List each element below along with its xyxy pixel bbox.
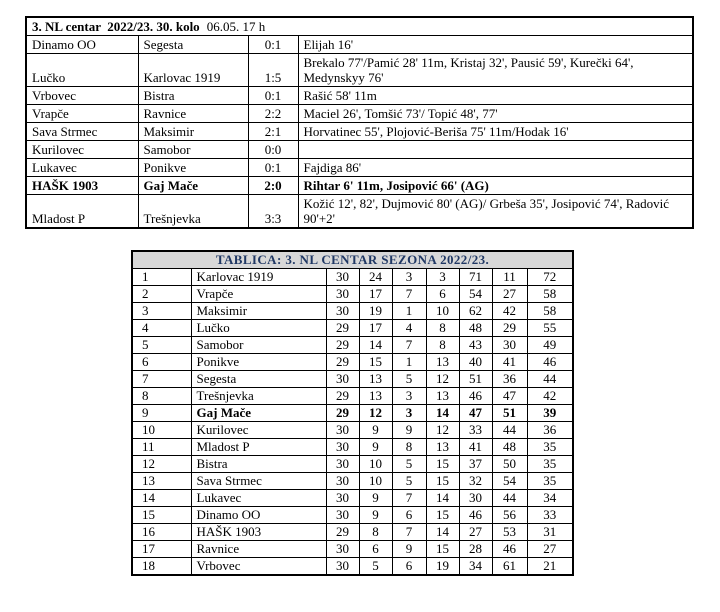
standings-row-l: 13 xyxy=(426,388,459,405)
match-row-scorers xyxy=(298,141,693,159)
standings-row-w: 9 xyxy=(359,507,392,524)
standings-row-gf: 28 xyxy=(459,541,492,558)
standings-row-w: 24 xyxy=(359,269,392,286)
standings-row-d: 5 xyxy=(392,473,426,490)
standings-row-d: 7 xyxy=(392,490,426,507)
match-row-away: Karlovac 1919 xyxy=(138,54,248,87)
standings-row-l: 10 xyxy=(426,303,459,320)
match-row xyxy=(26,105,693,123)
standings-row-pts: 46 xyxy=(527,354,573,371)
standings-row-d: 9 xyxy=(392,541,426,558)
standings-row-d: 3 xyxy=(392,269,426,286)
match-row-score: 2:2 xyxy=(248,105,298,123)
match-row-scorers: Kožić 12', 82', Dujmović 80' (AG)/ Grbeša 35', Josipović 74', Radović 90'+2' xyxy=(298,195,693,229)
standings-row-d: 5 xyxy=(392,456,426,473)
standings-row xyxy=(132,541,573,558)
standings-row-p: 30 xyxy=(326,490,359,507)
round-datetime: 06.05. 17 h xyxy=(206,19,266,34)
standings-row-gf: 40 xyxy=(459,354,492,371)
standings-row-w: 19 xyxy=(359,303,392,320)
standings-row-pos: 4 xyxy=(132,320,191,337)
match-row xyxy=(26,159,693,177)
standings-row-d: 8 xyxy=(392,439,426,456)
standings-row-ga: 51 xyxy=(492,405,527,422)
standings-row-gf: 47 xyxy=(459,405,492,422)
standings-row-team: Lučko xyxy=(191,320,326,337)
standings-row-team: Samobor xyxy=(191,337,326,354)
standings-row-team: Bistra xyxy=(191,456,326,473)
standings-row-team: Trešnjevka xyxy=(191,388,326,405)
standings-row xyxy=(132,371,573,388)
standings-row-ga: 29 xyxy=(492,320,527,337)
standings-row-pts: 27 xyxy=(527,541,573,558)
standings-row-pos: 17 xyxy=(132,541,191,558)
standings-row-pos: 16 xyxy=(132,524,191,541)
standings-row-d: 3 xyxy=(392,388,426,405)
standings-table xyxy=(131,250,574,576)
standings-row-gf: 71 xyxy=(459,269,492,286)
standings-row xyxy=(132,473,573,490)
standings-row-gf: 41 xyxy=(459,439,492,456)
standings-row-p: 30 xyxy=(326,473,359,490)
match-row-score: 1:5 xyxy=(248,54,298,87)
standings-row-team: Karlovac 1919 xyxy=(191,269,326,286)
match-row-home: Dinamo OO xyxy=(26,36,138,54)
standings-row-gf: 33 xyxy=(459,422,492,439)
standings-row-p: 30 xyxy=(326,507,359,524)
standings-row xyxy=(132,320,573,337)
match-row-away: Gaj Mače xyxy=(138,177,248,195)
standings-row xyxy=(132,405,573,422)
match-row xyxy=(26,123,693,141)
standings-row-ga: 44 xyxy=(492,490,527,507)
standings-row-ga: 50 xyxy=(492,456,527,473)
standings-row-l: 3 xyxy=(426,269,459,286)
standings-row-team: Lukavec xyxy=(191,490,326,507)
standings-row-p: 29 xyxy=(326,337,359,354)
standings-row xyxy=(132,422,573,439)
match-row-home: Sava Strmec xyxy=(26,123,138,141)
match-row-away: Trešnjevka xyxy=(138,195,248,229)
standings-row-l: 13 xyxy=(426,439,459,456)
standings-row-w: 9 xyxy=(359,422,392,439)
standings-row-pos: 3 xyxy=(132,303,191,320)
standings-row-p: 30 xyxy=(326,439,359,456)
standings-row-p: 30 xyxy=(326,422,359,439)
standings-row-l: 12 xyxy=(426,422,459,439)
match-row-away: Ravnice xyxy=(138,105,248,123)
match-row-away: Bistra xyxy=(138,87,248,105)
standings-title-row xyxy=(132,251,573,269)
standings-row xyxy=(132,456,573,473)
standings-row-ga: 54 xyxy=(492,473,527,490)
standings-row-pos: 6 xyxy=(132,354,191,371)
standings-row-ga: 44 xyxy=(492,422,527,439)
match-row-score: 0:1 xyxy=(248,36,298,54)
standings-row-p: 29 xyxy=(326,388,359,405)
standings-row-d: 1 xyxy=(392,303,426,320)
standings-row-p: 30 xyxy=(326,303,359,320)
standings-row-d: 7 xyxy=(392,337,426,354)
standings-row-ga: 30 xyxy=(492,337,527,354)
standings-row-d: 4 xyxy=(392,320,426,337)
standings-row-pos: 5 xyxy=(132,337,191,354)
standings-row-pts: 31 xyxy=(527,524,573,541)
standings-row-d: 5 xyxy=(392,371,426,388)
standings-row-team: Vrapče xyxy=(191,286,326,303)
standings-row-d: 6 xyxy=(392,558,426,576)
standings-row-p: 30 xyxy=(326,371,359,388)
standings-row-pts: 34 xyxy=(527,490,573,507)
match-row-score: 3:3 xyxy=(248,195,298,229)
match-row xyxy=(26,54,693,87)
standings-row-ga: 48 xyxy=(492,439,527,456)
match-row-scorers: Maciel 26', Tomšić 73'/ Topić 48', 77' xyxy=(298,105,693,123)
standings-row-team: Ravnice xyxy=(191,541,326,558)
standings-row-ga: 36 xyxy=(492,371,527,388)
standings-row-l: 15 xyxy=(426,507,459,524)
standings-row-p: 29 xyxy=(326,320,359,337)
standings-row-gf: 51 xyxy=(459,371,492,388)
standings-row-pts: 35 xyxy=(527,473,573,490)
match-row xyxy=(26,36,693,54)
standings-row-l: 15 xyxy=(426,473,459,490)
standings-row-pos: 14 xyxy=(132,490,191,507)
standings-row-team: Mladost P xyxy=(191,439,326,456)
standings-row xyxy=(132,524,573,541)
standings-row-p: 30 xyxy=(326,269,359,286)
standings-row-l: 12 xyxy=(426,371,459,388)
standings-row-pos: 1 xyxy=(132,269,191,286)
standings-row-pts: 58 xyxy=(527,286,573,303)
standings-row-l: 6 xyxy=(426,286,459,303)
match-row-home: Lukavec xyxy=(26,159,138,177)
match-row xyxy=(26,195,693,229)
standings-row-p: 30 xyxy=(326,286,359,303)
standings-row-pts: 36 xyxy=(527,422,573,439)
standings-row-l: 13 xyxy=(426,354,459,371)
standings-row-p: 29 xyxy=(326,405,359,422)
standings-row-p: 30 xyxy=(326,541,359,558)
standings-row-gf: 54 xyxy=(459,286,492,303)
match-row-score: 0:1 xyxy=(248,159,298,177)
standings-row-gf: 46 xyxy=(459,507,492,524)
standings-row-ga: 42 xyxy=(492,303,527,320)
standings-row-w: 6 xyxy=(359,541,392,558)
match-row-scorers: Rašić 58' 11m xyxy=(298,87,693,105)
match-row-score: 2:1 xyxy=(248,123,298,141)
standings-title: TABLICA: 3. NL CENTAR SEZONA 2022/23. xyxy=(132,251,573,269)
standings-row-gf: 27 xyxy=(459,524,492,541)
standings-row-d: 9 xyxy=(392,422,426,439)
match-row-home: Vrbovec xyxy=(26,87,138,105)
match-row-home: Mladost P xyxy=(26,195,138,229)
round-title: 3. NL centar 2022/23. 30. kolo xyxy=(32,19,200,34)
standings-row-team: Vrbovec xyxy=(191,558,326,576)
standings-row-pts: 58 xyxy=(527,303,573,320)
standings-row-pts: 39 xyxy=(527,405,573,422)
standings-row-pts: 72 xyxy=(527,269,573,286)
standings-row-gf: 48 xyxy=(459,320,492,337)
standings-row-pos: 9 xyxy=(132,405,191,422)
match-row xyxy=(26,87,693,105)
standings-row-team: HAŠK 1903 xyxy=(191,524,326,541)
standings-row-pos: 18 xyxy=(132,558,191,576)
match-row-away: Ponikve xyxy=(138,159,248,177)
standings-row-pts: 42 xyxy=(527,388,573,405)
standings-row-w: 10 xyxy=(359,456,392,473)
standings-row-team: Dinamo OO xyxy=(191,507,326,524)
standings-row-w: 15 xyxy=(359,354,392,371)
standings-row-w: 17 xyxy=(359,320,392,337)
standings-row-pts: 55 xyxy=(527,320,573,337)
standings-row-pos: 7 xyxy=(132,371,191,388)
standings-row-gf: 43 xyxy=(459,337,492,354)
standings-row-w: 9 xyxy=(359,490,392,507)
standings-row-w: 5 xyxy=(359,558,392,576)
standings-row-w: 14 xyxy=(359,337,392,354)
standings-row-l: 14 xyxy=(426,405,459,422)
standings-row-d: 1 xyxy=(392,354,426,371)
standings-row-ga: 47 xyxy=(492,388,527,405)
standings-row-ga: 61 xyxy=(492,558,527,576)
standings-row-gf: 32 xyxy=(459,473,492,490)
standings-row-pts: 35 xyxy=(527,456,573,473)
standings-row-d: 3 xyxy=(392,405,426,422)
standings-row-pos: 13 xyxy=(132,473,191,490)
match-row-scorers: Fajdiga 86' xyxy=(298,159,693,177)
standings-row-d: 7 xyxy=(392,524,426,541)
standings-row-team: Maksimir xyxy=(191,303,326,320)
standings-row xyxy=(132,558,573,576)
standings-row-team: Gaj Mače xyxy=(191,405,326,422)
standings-row xyxy=(132,286,573,303)
match-row-away: Samobor xyxy=(138,141,248,159)
standings-row-p: 29 xyxy=(326,524,359,541)
standings-row xyxy=(132,507,573,524)
match-row-scorers: Rihtar 6' 11m, Josipović 66' (AG) xyxy=(298,177,693,195)
standings-row-w: 17 xyxy=(359,286,392,303)
standings-row-p: 29 xyxy=(326,354,359,371)
standings-row xyxy=(132,337,573,354)
standings-row-gf: 34 xyxy=(459,558,492,576)
standings-row-gf: 37 xyxy=(459,456,492,473)
standings-row-pos: 10 xyxy=(132,422,191,439)
standings-row-w: 13 xyxy=(359,371,392,388)
standings-row-pts: 33 xyxy=(527,507,573,524)
standings-row-l: 14 xyxy=(426,524,459,541)
standings-row-p: 30 xyxy=(326,558,359,576)
standings-row xyxy=(132,388,573,405)
standings-row-gf: 30 xyxy=(459,490,492,507)
standings-row-team: Ponikve xyxy=(191,354,326,371)
match-row-scorers: Brekalo 77'/Pamić 28' 11m, Kristaj 32', Pausić 59', Kurečki 64', Medynskyy 76' xyxy=(298,54,693,87)
standings-row-pos: 12 xyxy=(132,456,191,473)
standings-row-ga: 27 xyxy=(492,286,527,303)
standings-row-pts: 35 xyxy=(527,439,573,456)
standings-row-ga: 56 xyxy=(492,507,527,524)
match-row-score: 0:1 xyxy=(248,87,298,105)
standings-row-ga: 53 xyxy=(492,524,527,541)
match-row xyxy=(26,177,693,195)
standings-row-pts: 21 xyxy=(527,558,573,576)
results-title-cell xyxy=(26,17,693,36)
standings-row-pts: 49 xyxy=(527,337,573,354)
standings-row-l: 19 xyxy=(426,558,459,576)
standings-row-pos: 2 xyxy=(132,286,191,303)
match-row-away: Maksimir xyxy=(138,123,248,141)
standings-row-pos: 8 xyxy=(132,388,191,405)
results-title-row xyxy=(26,17,693,36)
standings-row-l: 8 xyxy=(426,320,459,337)
standings-row-gf: 46 xyxy=(459,388,492,405)
standings-row xyxy=(132,354,573,371)
standings-row-l: 15 xyxy=(426,541,459,558)
standings-row-w: 9 xyxy=(359,439,392,456)
standings-row-l: 15 xyxy=(426,456,459,473)
standings-row-pos: 15 xyxy=(132,507,191,524)
standings-row-l: 14 xyxy=(426,490,459,507)
standings-row-ga: 41 xyxy=(492,354,527,371)
standings-row-d: 7 xyxy=(392,286,426,303)
standings-row-pts: 44 xyxy=(527,371,573,388)
standings-row-gf: 62 xyxy=(459,303,492,320)
standings-row-team: Kurilovec xyxy=(191,422,326,439)
standings-row xyxy=(132,490,573,507)
standings-row-d: 6 xyxy=(392,507,426,524)
match-row-away: Segesta xyxy=(138,36,248,54)
standings-row-w: 12 xyxy=(359,405,392,422)
standings-row-w: 13 xyxy=(359,388,392,405)
standings-row xyxy=(132,269,573,286)
standings-row-ga: 46 xyxy=(492,541,527,558)
match-row xyxy=(26,141,693,159)
match-row-home: Lučko xyxy=(26,54,138,87)
standings-row-p: 30 xyxy=(326,456,359,473)
match-row-scorers: Elijah 16' xyxy=(298,36,693,54)
match-row-score: 2:0 xyxy=(248,177,298,195)
standings-row xyxy=(132,303,573,320)
standings-row-w: 8 xyxy=(359,524,392,541)
match-row-home: Kurilovec xyxy=(26,141,138,159)
standings-row xyxy=(132,439,573,456)
standings-row-pos: 11 xyxy=(132,439,191,456)
results-table xyxy=(25,16,694,229)
match-row-home: Vrapče xyxy=(26,105,138,123)
standings-row-l: 8 xyxy=(426,337,459,354)
standings-row-ga: 11 xyxy=(492,269,527,286)
match-row-home: HAŠK 1903 xyxy=(26,177,138,195)
standings-row-w: 10 xyxy=(359,473,392,490)
match-row-score: 0:0 xyxy=(248,141,298,159)
standings-row-team: Segesta xyxy=(191,371,326,388)
match-row-scorers: Horvatinec 55', Plojović-Beriša 75' 11m/Hodak 16' xyxy=(298,123,693,141)
standings-row-team: Sava Strmec xyxy=(191,473,326,490)
